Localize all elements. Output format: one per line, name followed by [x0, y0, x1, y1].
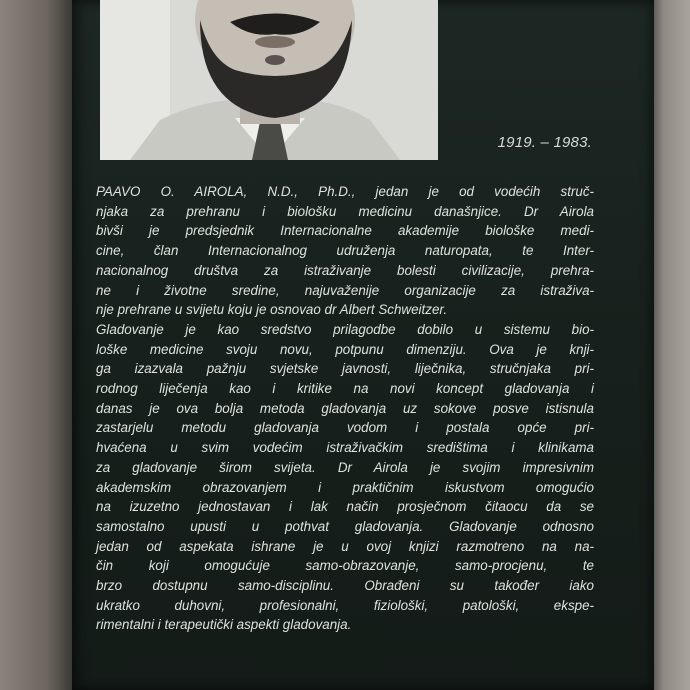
bio-line: rodnog liječenja kao i kritike na novi koncept gladovanja i [96, 381, 594, 397]
table-surface-left [0, 0, 80, 690]
bio-line: ne i životne sredine, najuvaženije organizacije za istraživa- [96, 282, 594, 298]
bio-line: nje prehrane u svijetu koju je osnovao dr Albert Schweitzer. [96, 302, 448, 318]
bio-line: nacionalnog društva za istraživanje bolesti civilizacije, prehra- [96, 262, 594, 278]
bio-line: cine, član Internacionalnog udruženja naturopata, te Inter- [96, 243, 594, 259]
bio-line: Gladovanje je kao sredstvo prilagodbe dobilo u sistemu bio- [96, 321, 594, 337]
author-portrait [100, 0, 438, 160]
bio-line: ukratko duhovni, profesionalni, fiziološki, patološki, ekspe- [96, 597, 594, 613]
bio-line: zastarjelu metodu gladovanja vodom i postala opće pri- [96, 420, 594, 436]
bio-line: bivši je predsjednik Internacionalne akademije biološke medi- [96, 223, 594, 239]
bio-line: na izuzetno jednostavan i lak način prosječnom čitaocu da se [96, 499, 594, 515]
bio-line: njaka za prehranu i biološku medicinu današnjice. Dr Airola [96, 203, 594, 219]
bio-line: rimentalni i terapeutički aspekti gladovanja. [96, 617, 352, 633]
bio-line: danas je ova bolja metoda gladovanja uz sokove posve istisnula [96, 400, 594, 416]
author-portrait-icon [100, 0, 438, 160]
bio-line: ga izazvala pažnju svjetske javnosti, liječnika, stručnjaka pri- [96, 361, 594, 377]
bio-line: PAAVO O. AIROLA, N.D., Ph.D., jedan je od vodećih struč- [96, 184, 594, 199]
bio-line: za gladovanje širom svijeta. Dr Airola je svojim impresivnim [96, 459, 594, 475]
bio-line: akademskim obrazovanjem i praktičnim iskustvom omogućio [96, 479, 594, 495]
bio-line: loške medicine svoju novu, potpunu dimenziju. Ova je knji- [96, 341, 594, 357]
bio-line: hvaćena u svim vodećim istraživačkim središtima i klinikama [96, 440, 594, 456]
bio-line: brzo dostupnu samo-disciplinu. Obrađeni su također iako [96, 578, 594, 594]
book-back-cover [72, 0, 654, 690]
bio-line: jedan od aspekata ishrane je u ovoj knjizi razmotreno na na- [96, 538, 594, 554]
bio-line: čin koji omogućuje samo-obrazovanje, samo-procjenu, te [96, 558, 594, 574]
author-life-years: 1919. – 1983. [497, 134, 592, 151]
bio-line: samostalno upusti u pothvat gladovanja. Gladovanje odnosno [96, 518, 594, 534]
author-biography [96, 182, 594, 635]
